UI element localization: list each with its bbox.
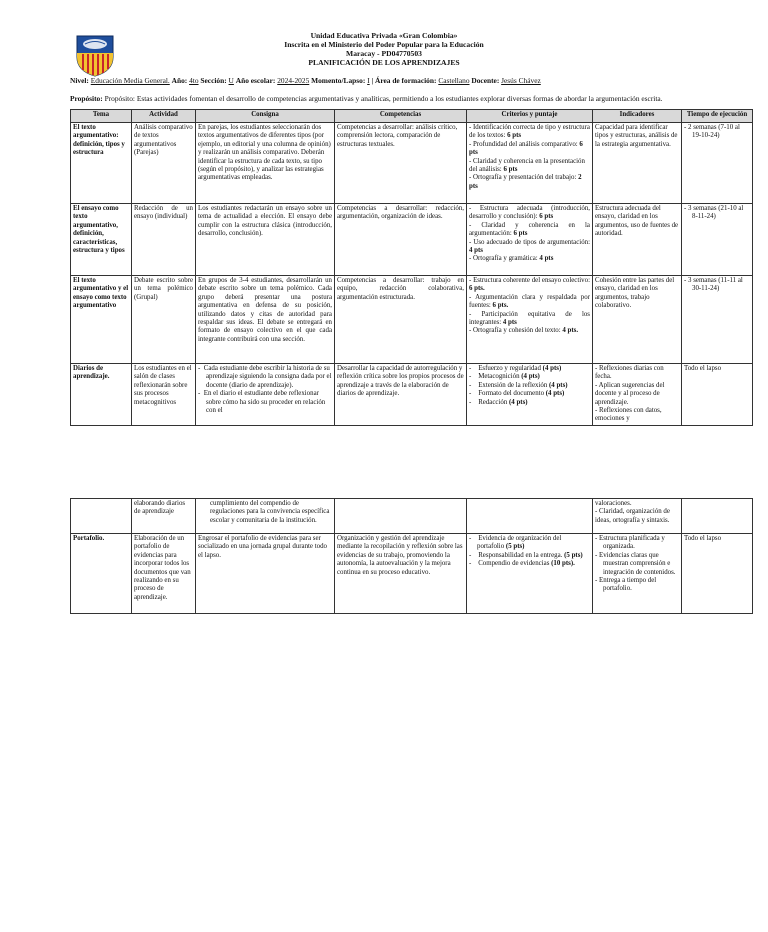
cell-tema: El texto argumentativo: definición, tipos y estructura bbox=[71, 123, 132, 204]
cell-consigna: En parejas, los estudiantes seleccionarán dos textos argumentativos de diferentes tipos (por ejemplo, un editorial y una columna de opinión) y realizarán un análisis comparativo. Deberán identificar la estructura de cada texto, su tipo (según el propósito), y analizar las estrategias argumentativas empleadas. bbox=[196, 123, 335, 204]
cell-consigna: En grupos de 3-4 estudiantes, desarrollarán un debate escrito sobre un tema polémico. Cada grupo deberá presentar una postura argumentativa en defensa de su posición, utilizando datos y citas de autoridad para respaldar sus ideas. El debate se entregará en formato de ensayo colectivo en el que cada integrante contribuirá con una sección. bbox=[196, 276, 335, 364]
col-header-competencias: Competencias bbox=[335, 110, 467, 123]
cell-competencias bbox=[335, 499, 467, 534]
ministry-registration: Inscrita en el Ministerio del Poder Popular para la Educación bbox=[284, 40, 484, 49]
col-header-tiempo: Tiempo de ejecución bbox=[682, 110, 753, 123]
cell-tiempo: - 2 semanas (7-10 al 19-10-24) bbox=[682, 123, 753, 204]
cell-consigna: cumplimiento del compendio de regulaciones para la convivencia específica escolar y comunitaria de la institución. bbox=[196, 499, 335, 534]
cell-criterios: - Estructura adecuada (introducción, desarrollo y conclusión): 6 pts - Claridad y coherencia en la argumentación: 6 pts - Uso adecuado de tipos de argumentación: 4 pts - Ortografía y gramática: 4 pts bbox=[467, 204, 593, 276]
cell-tiempo bbox=[682, 499, 753, 534]
cell-tiempo: - 3 semanas (11-11 al 30-11-24) bbox=[682, 276, 753, 364]
col-header-criterios: Criterios y puntaje bbox=[467, 110, 593, 123]
cell-indicadores: - Reflexiones diarias con fecha. - Aplican sugerencias del docente y al proceso de aprendizaje. - Reflexiones con datos, emociones y bbox=[593, 364, 682, 426]
table-row bbox=[71, 276, 753, 364]
cell-actividad: Debate escrito sobre un tema polémico (Grupal) bbox=[132, 276, 196, 364]
area-value: Castellano bbox=[438, 76, 470, 85]
col-header-consigna: Consigna bbox=[196, 110, 335, 123]
nivel-value: Educación Media General. bbox=[90, 76, 170, 85]
cell-criterios: - Estructura coherente del ensayo colectivo: 6 pts. - Argumentación clara y respaldada por fuentes: 6 pts. - Participación equitativa de los integrantes: 4 pts - Ortografía y cohesión del texto: 4 pts. bbox=[467, 276, 593, 364]
planning-table-continued bbox=[70, 498, 753, 614]
cell-indicadores: Cohesión entre las partes del ensayo, claridad en los argumentos, trabajo colaborativo. bbox=[593, 276, 682, 364]
cell-indicadores: Estructura adecuada del ensayo, claridad en los argumentos, uso de fuentes de autoridad. bbox=[593, 204, 682, 276]
docente-value: Jesús Chávez bbox=[501, 76, 541, 85]
cell-tiempo: Todo el lapso bbox=[682, 534, 753, 614]
anio-escolar-value: 2024-2025 bbox=[277, 76, 310, 85]
cell-consigna: Los estudiantes redactarán un ensayo sobre un tema de actualidad a elección. El ensayo debe cumplir con la estructura clásica (introducción, desarrollo, conclusión). bbox=[196, 204, 335, 276]
cell-indicadores: Capacidad para identificar tipos y estructuras, análisis de la estrategia argumentativa. bbox=[593, 123, 682, 204]
proposito: Propósito: Propósito: Estas actividades fomentan el desarrollo de competencias argumentativas y analíticas, permitiendo a los estudiantes explorar diversas formas de abordar la argumentación escrita. bbox=[70, 94, 663, 103]
table-row bbox=[71, 534, 753, 614]
planning-table bbox=[70, 109, 753, 426]
col-header-indicadores: Indicadores bbox=[593, 110, 682, 123]
cell-tema: Diarios de aprendizaje. bbox=[71, 364, 132, 426]
cell-consigna: - Cada estudiante debe escribir la historia de su aprendizaje siguiendo la consigna dada por el docente (diario de aprendizaje). - En el diario el estudiante debe reflexionar sobre cómo ha sido su proceder en relación con el bbox=[196, 364, 335, 426]
cell-actividad: Elaboración de un portafolio de evidencias para incorporar todos los documentos que van realizando en su proceso de aprendizaje. bbox=[132, 534, 196, 614]
col-header-actividad: Actividad bbox=[132, 110, 196, 123]
cell-tiempo: Todo el lapso bbox=[682, 364, 753, 426]
cell-actividad: Análisis comparativo de textos argumentativos (Parejas) bbox=[132, 123, 196, 204]
cell-criterios: - Evidencia de organización del portafolio (5 pts) - Responsabilidad en la entrega. (5 pts) - Compendio de evidencias (10 pts). bbox=[467, 534, 593, 614]
cell-actividad: elaborando diarios de aprendizaje bbox=[132, 499, 196, 534]
cell-indicadores: - Estructura planificada y organizada. - Evidencias claras que muestran comprensión e integración de contenidos. - Entrega a tiempo del portafolio. bbox=[593, 534, 682, 614]
document-title: PLANIFICACIÓN DE LOS APRENDIZAJES bbox=[308, 58, 460, 67]
table-row bbox=[71, 364, 753, 426]
cell-criterios bbox=[467, 499, 593, 534]
cell-indicadores: valoraciones. - Claridad, organización de ideas, ortografía y sintaxis. bbox=[593, 499, 682, 534]
cell-tema: Portafolio. bbox=[71, 534, 132, 614]
cell-competencias: Organización y gestión del aprendizaje mediante la recopilación y reflexión sobre las evidencias de su trabajo, promoviendo la autonomía, la autoevaluación y la mejora continua en su proceso educativo. bbox=[335, 534, 467, 614]
school-name: Unidad Educativa Privada «Gran Colombia» bbox=[310, 31, 458, 40]
proposito-text: Propósito: Estas actividades fomentan el desarrollo de competencias argumentativas y analíticas, permitiendo a los estudiantes explorar diversas formas de abordar la argumentación escrita. bbox=[104, 94, 663, 103]
cell-tiempo: - 3 semanas (21-10 al 8-11-24) bbox=[682, 204, 753, 276]
cell-actividad: Los estudiantes en el salón de clases reflexionarán sobre sus procesos metacognitivos bbox=[132, 364, 196, 426]
cell-competencias: Competencias a desarrollar: redacción, argumentación, organización de ideas. bbox=[335, 204, 467, 276]
cell-criterios: - Esfuerzo y regularidad (4 pts) - Metacognición (4 pts) - Extensión de la reflexión (4 pts) - Formato del documento (4 pts) - Redacción (4 pts) bbox=[467, 364, 593, 426]
anio-value: 4to bbox=[189, 76, 199, 85]
table-row bbox=[71, 499, 753, 534]
cell-actividad: Redacción de un ensayo (individual) bbox=[132, 204, 196, 276]
momento-value: I bbox=[367, 76, 370, 85]
meta-line: Nivel: Educación Media General. Año: 4to Sección: U Año escolar: 2024-2025 Momento/Lapso: I | Área de formación: Castellano Docente: Jesús Chávez bbox=[70, 76, 541, 85]
cell-tema: El ensayo como texto argumentativo, definición, características, estructura y tipos bbox=[71, 204, 132, 276]
cell-competencias: Competencias a desarrollar: análisis crítico, comprensión lectora, comparación de estructuras textuales. bbox=[335, 123, 467, 204]
cell-tema bbox=[71, 499, 132, 534]
seccion-value: U bbox=[228, 76, 234, 85]
cell-consigna: Engrosar el portafolio de evidencias para ser socializado en una jornada grupal durante todo el lapso. bbox=[196, 534, 335, 614]
table-row bbox=[71, 123, 753, 204]
table-row bbox=[71, 204, 753, 276]
col-header-tema: Tema bbox=[71, 110, 132, 123]
cell-tema: El texto argumentativo y el ensayo como texto argumentativo bbox=[71, 276, 132, 364]
school-code: Maracay - PD04770503 bbox=[346, 49, 422, 58]
cell-competencias: Desarrollar la capacidad de autorregulación y reflexión crítica sobre los propios procesos de aprendizaje a través de la elaboración de diarios de aprendizaje. bbox=[335, 364, 467, 426]
cell-criterios: - Identificación correcta de tipo y estructura de los textos: 6 pts - Profundidad del análisis comparativo: 6 pts - Claridad y coherencia en la presentación del análisis: 6 pts - Ortografía y presentación del trabajo: 2 pts bbox=[467, 123, 593, 204]
cell-competencias: Competencias a desarrollar: trabajo en equipo, redacción colaborativa, argumentación estructurada. bbox=[335, 276, 467, 364]
